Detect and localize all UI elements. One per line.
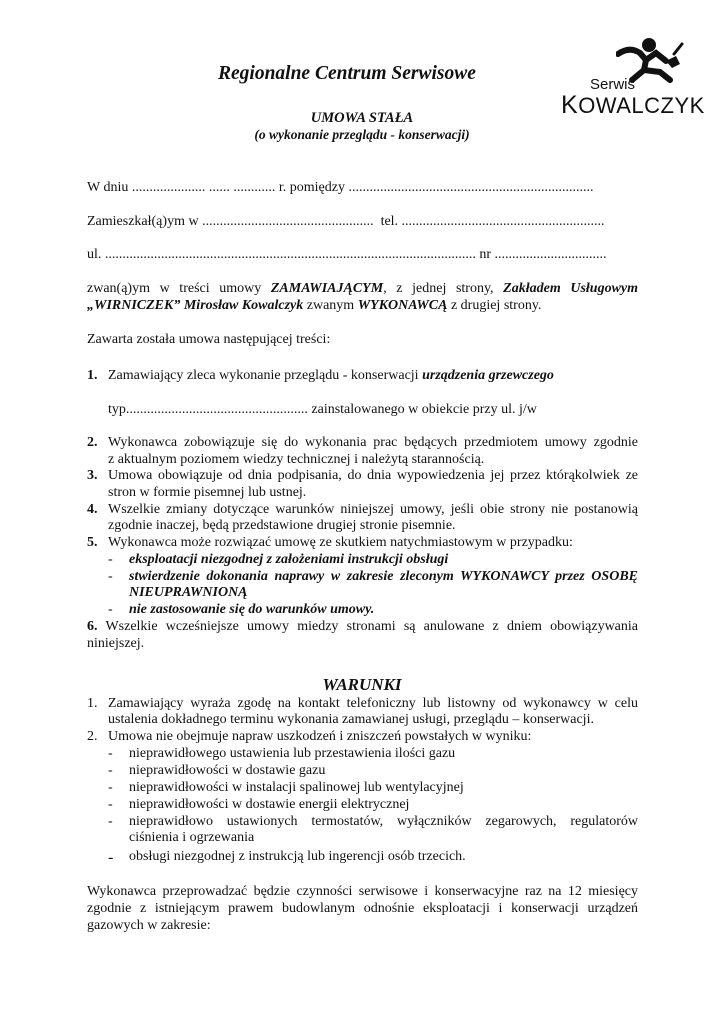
date-parties-field: W dniu ..................... ...... ............ r. pomiędzy ...................................................................... — [87, 180, 594, 195]
street-number-field: ul. .......................................................................................................... nr ................................ — [87, 247, 607, 262]
list-dash: - — [108, 797, 113, 812]
clause-4-line-1: Wszelkie zmiany dotyczące warunków niniejszej umowy, jeśli obie strony nie postanowią — [108, 502, 638, 517]
list-dash: - — [108, 746, 113, 761]
company-logo — [556, 36, 705, 119]
list-dash: - — [108, 763, 113, 778]
final-paragraph-line-2: zgodnie z istniejącym prawem budowlanym odnośnie eksploatacji i konserwacji urządzeń — [87, 901, 638, 916]
clause-3-number: 3. — [87, 468, 98, 483]
intro-text: Zawarta została umowa następującej treści: — [87, 332, 331, 347]
clause-6-line-1: 6. Wszelkie wcześniejsze umowy miedzy stronami są anulowane z dniem obowiązywania — [87, 619, 638, 634]
warunki-1-line-2: ustalenia dokładnego terminu wykonania zamawianej usługi, przeglądu – konserwacji. — [108, 712, 594, 727]
clause-4-line-2: zgodnie inaczej, będą przedstawione drugiej stronie pisemnie. — [108, 518, 456, 533]
warunki-2-number: 2. — [87, 729, 98, 744]
final-paragraph-line-1: Wykonawca przeprowadzać będzie czynności serwisowe i konserwacyjne raz na 12 miesięcy — [87, 884, 638, 899]
warunki-1-number: 1. — [87, 696, 98, 711]
warunki-item: nieprawidłowości w instalacji spalinowej lub wentylacyjnej — [129, 780, 464, 795]
clause-5-item: eksploatacji niezgodnej z założeniami instrukcji obsługi — [129, 552, 449, 567]
list-dash: - — [108, 602, 113, 617]
contract-title: UMOWA STAŁA — [310, 110, 414, 126]
warunki-item: nieprawidłowego ustawienia lub przestawienia ilości gazu — [129, 746, 456, 761]
list-dash: - — [108, 780, 113, 795]
warunki-item: nieprawidłowości w dostawie gazu — [129, 763, 326, 778]
warunki-item: ciśnienia i ogrzewania — [129, 830, 255, 845]
clause-3-line-2: stron w formie pisemnej lub ustnej. — [108, 485, 307, 500]
list-dash: - — [108, 569, 113, 584]
clause-5-number: 5. — [87, 535, 98, 550]
clause-2-line-2: z aktualnym poziomem wiedzy technicznej i należytą starannością. — [108, 452, 485, 467]
clause-5-item: nie zastosowanie się do warunków umowy. — [129, 602, 375, 617]
warunki-item: nieprawidłowości w dostawie energii elektrycznej — [129, 797, 410, 812]
clause-5-line-1: Wykonawca może rozwiązać umowę ze skutkiem natychmiastowym w przypadku: — [108, 535, 573, 550]
logo-serwis-text: Serwis — [590, 76, 636, 93]
warunki-2-line-1: Umowa nie obejmuje napraw uszkodzeń i zniszczeń powstałych w wyniku: — [108, 729, 532, 744]
clause-1-text: Zamawiający zleca wykonanie przeglądu - konserwacji urządzenia grzewczego — [108, 368, 554, 383]
logo-brand-text: KOWALCZYK — [561, 91, 705, 119]
list-dash: - — [108, 849, 114, 866]
parties-line-1: zwan(ą)ym w treści umowy ZAMAWIAJĄCYM, z jednej strony, Zakładem Usługowym — [87, 281, 639, 296]
address-phone-field: Zamieszkał(ą)ym w ................................................. tel. .......................................................... — [87, 214, 605, 229]
clause-5-item: stwierdzenie dokonania naprawy w zakresie zleconym WYKONAWCY przez OSOBĘ — [129, 569, 638, 584]
clause-5-item: NIEUPRAWNIONĄ — [129, 585, 248, 600]
warunki-heading: WARUNKI — [322, 675, 402, 694]
clause-3-line-1: Umowa obowiązuje od dnia podpisania, do dnia wypowiedzenia jej przez którąkolwiek ze — [108, 468, 638, 483]
clause-1-number: 1. — [87, 368, 98, 383]
final-paragraph-line-3: gazowych w zakresie: — [87, 918, 211, 933]
list-dash: - — [108, 814, 113, 829]
warunki-item: obsługi niezgodnej z instrukcją lub ingerencji osób trzecich. — [129, 849, 466, 864]
clause-1-type-field: typ.................................................... zainstalowanego w obiekcie przy ul. j/w — [108, 402, 537, 417]
page-title: Regionalne Centrum Serwisowe — [218, 63, 476, 84]
clause-4-number: 4. — [87, 502, 98, 517]
list-dash: - — [108, 552, 113, 567]
warunki-1-line-1: Zamawiający wyraża zgodę na kontakt telefoniczny lub listowny od wykonawcy w celu — [108, 696, 638, 711]
clause-6-line-2: niniejszej. — [87, 636, 145, 651]
warunki-item: nieprawidłowo ustawionych termostatów, wyłączników zegarowych, regulatorów — [129, 814, 638, 829]
parties-line-2: „WIRNICZEK” Mirosław Kowalczyk zwanym WYKONAWCĄ z drugiej strony. — [87, 298, 542, 313]
clause-2-line-1: Wykonawca zobowiązuje się do wykonania prac będących przedmiotem umowy zgodnie — [108, 435, 638, 450]
clause-2-number: 2. — [87, 435, 98, 450]
contract-subtitle: (o wykonanie przeglądu - konserwacji) — [254, 127, 470, 142]
